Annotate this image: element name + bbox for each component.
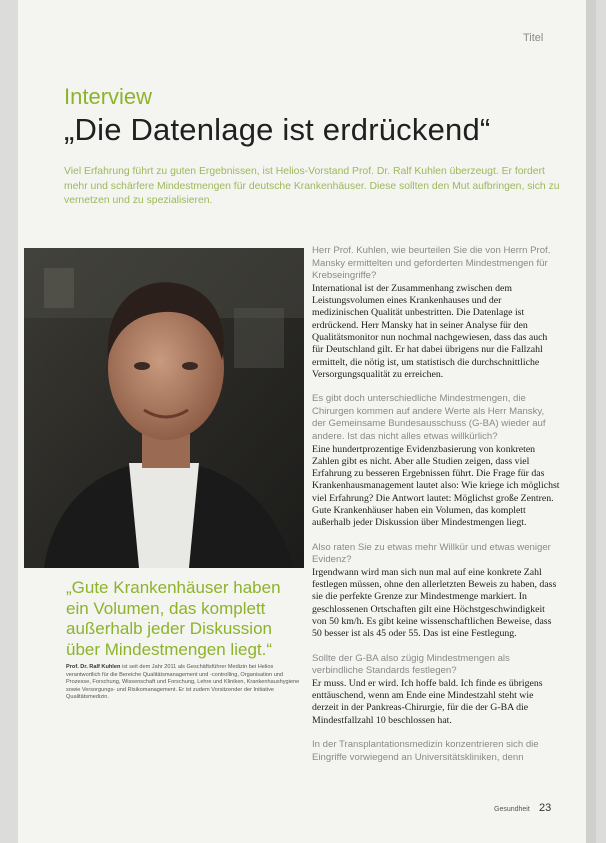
answer-2: Eine hundertprozentige Evidenzbasierung von konkreten Zahlen gibt es nicht. Aber alle Studien zeigen, dass viel Erfahrung zu besseren Ergebnissen führt. Die Frage für das Krankenhausmanagement lautet also: Wie kriege ich möglichst viel Erfahrung? Die Antwort lautet: Möglichst große Zentren. Gute Krankenhäuser haben ein Volumen, das komplett außerhalb jeder Diskussion über Mindestmengen liegt.: [312, 443, 560, 529]
caption-name: Prof. Dr. Ralf Kuhlen: [66, 664, 121, 670]
question-2: Es gibt doch unterschiedliche Mindestmengen, die Chirurgen kommen auf andere Werte als Herr Mansky, der Gemeinsame Bundesausschuss (G-BA) wieder auf andere. Ist das nicht alles etwas willkürlich?: [312, 393, 546, 442]
question-4: Sollte der G-BA also zügig Mindestmengen als verbindliche Standards festlegen?: [312, 652, 510, 677]
page-binding-edge: [586, 0, 596, 843]
answer-1: International ist der Zusammenhang zwischen dem Leistungsvolumen eines Krankenhauses und der medizinischen Qualität unbestritten. Die Datenlage ist erdrückend. Herr Mansky hat in seiner Analyse für den Qualitätsmonitor nun nochmal nachgewiesen, dass das auch für Deutschland gilt. Er hat dabei übrigens nur die Fallzahl ermittelt, die nötig ist, um statistisch die durchschnittliche Versorgungsqualität zu erreichen.: [312, 282, 548, 380]
section-label: Titel: [523, 32, 544, 44]
answer-3: Irgendwann wird man sich nun mal auf eine konkrete Zahl festlegen müssen, ohne den allerletzten Beweis zu haben, dass sie die perfekte Grenze zur Mindestmenge markiert. In geschlossenen Ortschaften gilt eine Höchstgeschwindigkeit von 50 km/h. Es gibt keine wissenschaftlichen Beweise, dass 50 besser ist als 45 oder 55. Das ist eine Festlegung.: [312, 566, 557, 640]
question-1: Herr Prof. Kuhlen, wie beurteilen Sie die von Herrn Prof. Mansky ermittelten und geforderten Mindestmengen für Krebseingriffe?: [312, 245, 551, 282]
footer-magazine-name: Gesundheit: [494, 806, 530, 813]
article-kicker: Interview: [64, 84, 153, 109]
photo-caption: [66, 664, 306, 702]
magazine-page: [18, 0, 596, 843]
page-number: 23: [539, 802, 552, 814]
question-5: In der Transplantationsmedizin konzentrieren sich die Eingriffe vorwiegend an Universitätskliniken, denn: [312, 738, 539, 763]
article-intro: Viel Erfahrung führt zu guten Ergebnissen, ist Helios-Vorstand Prof. Dr. Ralf Kuhlen überzeugt. Er fordert mehr und schärfere Mindestmengen für deutsche Krankenhäuser. Diese sollten den Mut aufbringen, sich zu vernetzen und zu spezialisieren.: [64, 166, 560, 206]
answer-4: Er muss. Und er wird. Ich hoffe bald. Ich finde es übrigens enttäuschend, wenn am Ende eine Mindestzahl steht wie derzeit in der Pankreas-Chirurgie, für die der G-BA die Mindestfallzahl 10 beschlossen hat.: [312, 677, 543, 726]
pull-quote: „Gute Krankenhäuser haben ein Volumen, das komplett außerhalb jeder Diskussion über Mindestmengen liegt.“: [66, 578, 281, 659]
interview-column: [312, 245, 560, 764]
question-3: Also raten Sie zu etwas mehr Willkür und etwas weniger Evidenz?: [312, 541, 551, 566]
portrait-photo: [24, 248, 304, 568]
portrait-illustration: [24, 248, 304, 568]
caption-text: ist seit dem Jahr 2011 als Geschäftsführer Medizin bei Helios verantwortlich für die Bereiche Qualitätsmanagement und -controlling, Organisation und Prozesse, Forschung, Wissenschaft und Forschung, Lehre und Kliniken, Krankenhaushygiene sowie Versorgungs- und Risikomanagement. Er ist zudem Vorsitzender der Initiative Qualitätsmedizin.: [66, 664, 300, 701]
article-title: „Die Datenlage ist erdrückend“: [64, 112, 491, 147]
